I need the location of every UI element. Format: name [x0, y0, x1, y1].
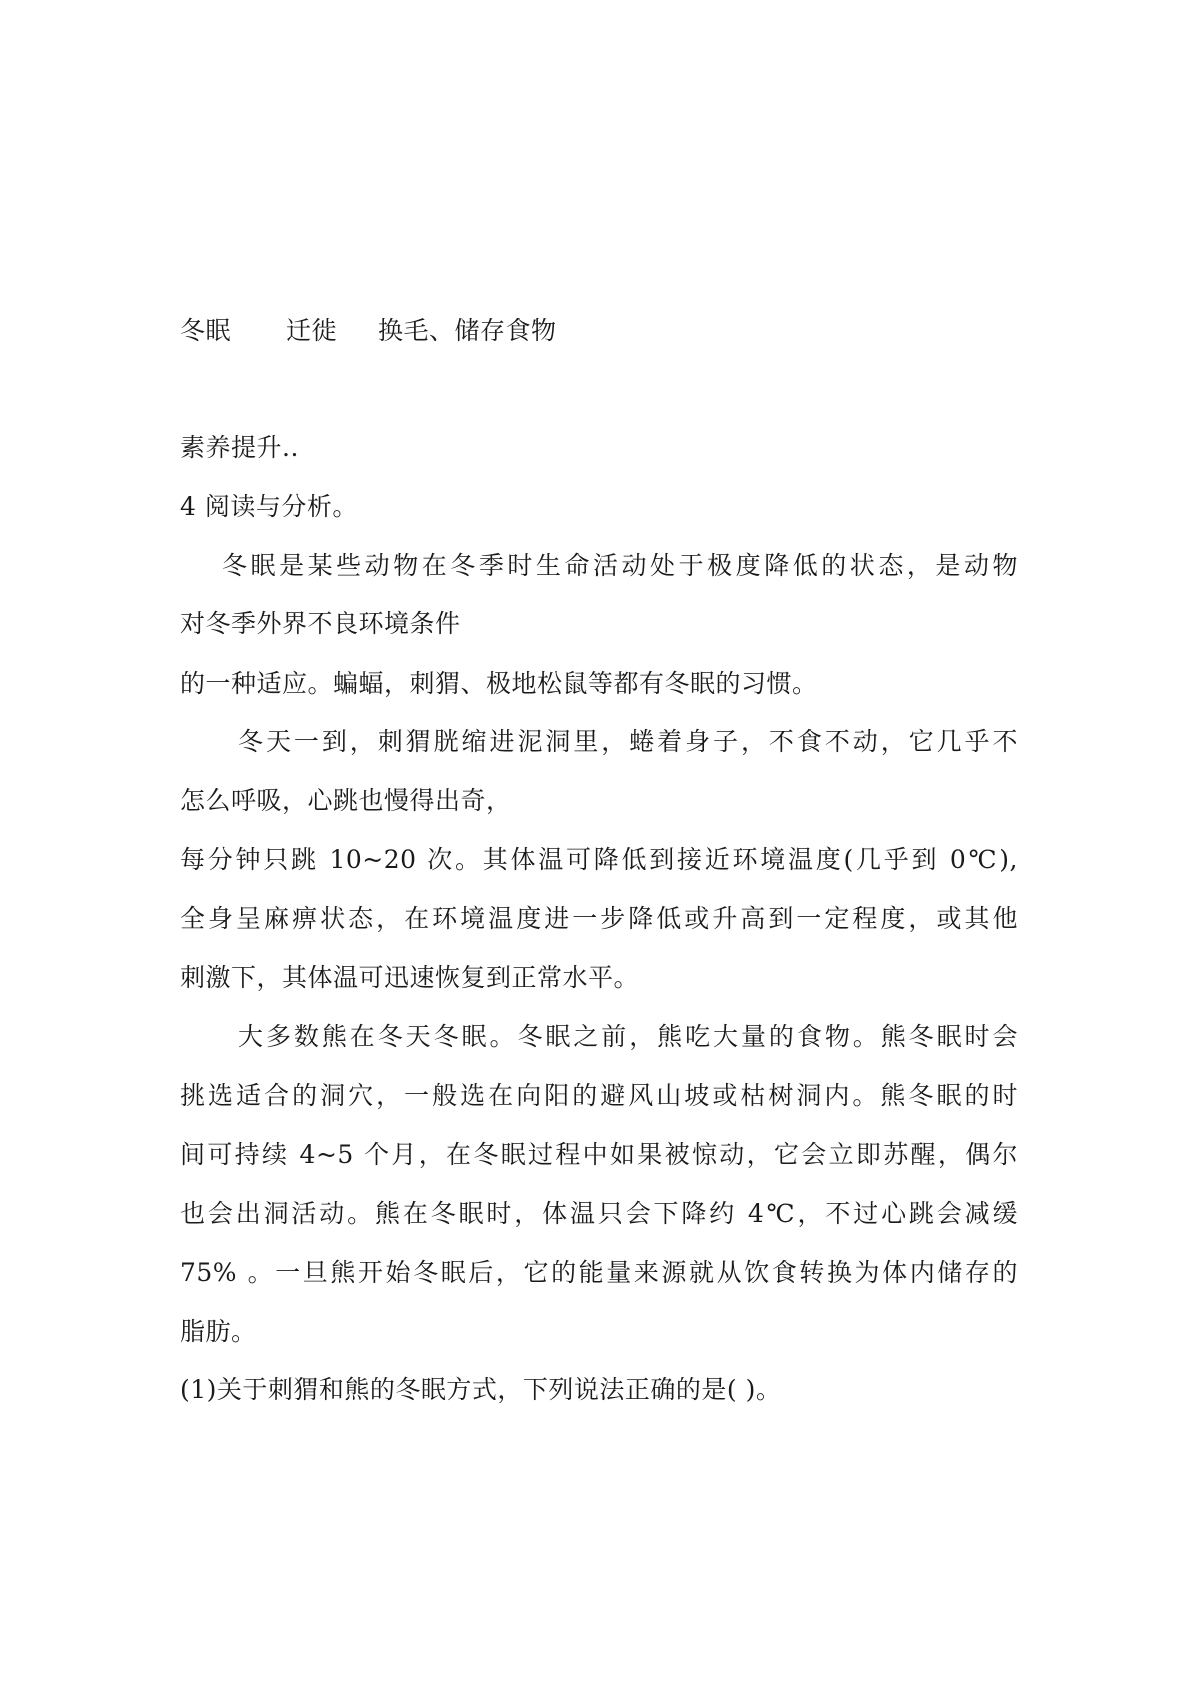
passage-p3-line6: 脂肪。 [180, 1317, 257, 1346]
passage-p3-line3: 间可持续 4~5 个月，在冬眠过程中如果被惊动，它会立即苏醒，偶尔 [180, 1140, 1018, 1169]
passage-p1-line2: 对冬季外界不良环境条件 [180, 609, 461, 638]
passage-p3-line1: 大多数熊在冬天冬眠。冬眠之前，熊吃大量的食物。熊冬眠时会 [238, 1022, 1018, 1051]
answer-term-migration: 迁徙 [286, 316, 338, 345]
question-heading: 4 阅读与分析。 [180, 492, 358, 521]
answer-row [180, 316, 557, 346]
section-heading: 素养提升.. [180, 433, 299, 462]
passage-p1-line3: 的一种适应。蝙蝠，刺猬、极地松鼠等都有冬眠的习惯。 [180, 669, 818, 698]
passage-p2-line5: 刺激下，其体温可迅速恢复到正常水平。 [180, 963, 640, 992]
passage-p3-line4: 也会出洞活动。熊在冬眠时，体温只会下降约 4℃，不过心跳会减缓 [180, 1199, 1018, 1228]
passage-p2-line1: 冬天一到，刺猬胱缩进泥洞里，蜷着身子，不食不动，它几乎不 [238, 727, 1018, 756]
passage-p2-line4: 全身呈麻痹状态，在环境温度进一步降低或升高到一定程度，或其他 [180, 904, 1018, 933]
passage-p2-line2: 怎么呼吸，心跳也慢得出奇， [180, 786, 512, 815]
answer-term-molting-storing: 换毛、储存食物 [378, 316, 557, 345]
sub-question-1: (1)关于刺猬和熊的冬眠方式，下列说法正确的是( )。 [180, 1375, 782, 1404]
answer-term-hibernation: 冬眠 [180, 316, 232, 345]
passage-p3-line5: 75% 。一旦熊开始冬眠后，它的能量来源就从饮食转换为体内储存的 [180, 1258, 1018, 1287]
passage-p3-line2: 挑选适合的洞穴，一般选在向阳的避风山坡或枯树洞内。熊冬眠的时 [180, 1081, 1018, 1110]
passage-p1-line1: 冬眠是某些动物在冬季时生命活动处于极度降低的状态，是动物 [222, 551, 1018, 580]
passage-p2-line3: 每分钟只跳 10~20 次。其体温可降低到接近环境温度(几乎到 0℃), [180, 845, 1018, 874]
